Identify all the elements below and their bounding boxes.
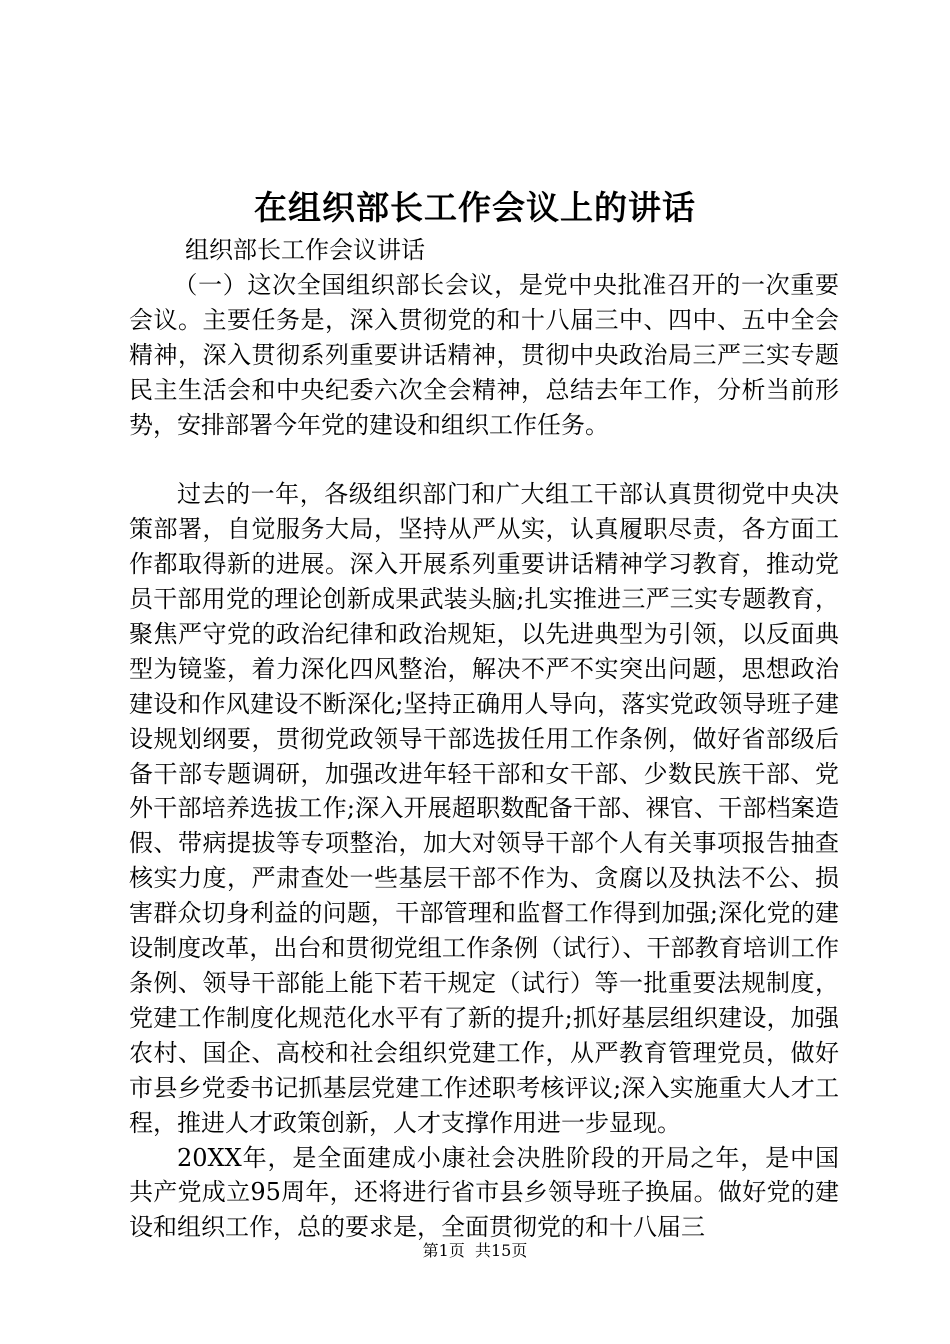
document-subtitle: 组织部长工作会议讲话 bbox=[185, 236, 425, 264]
document-body bbox=[129, 233, 839, 1245]
paragraph-3: 20XX年，是全面建成小康社会决胜阶段的开局之年，是中国共产党成立95周年，还将进行省市县乡领导班子换届。做好党的建设和组织工作，总的要求是，全面贯彻党的和十八届三 bbox=[129, 1143, 839, 1242]
paragraph-spacer bbox=[129, 442, 839, 477]
paragraph-2: 过去的一年，各级组织部门和广大组工干部认真贯彻党中央决策部署，自觉服务大局，坚持从严从实，认真履职尽责，各方面工作都取得新的进展。深入开展系列重要讲话精神学习教育，推动党员干部用党的理论创新成果武装头脑;扎实推进三严三实专题教育，聚焦严守党的政治纪律和政治规矩，以先进典型为引领，以反面典型为镜鉴，着力深化四风整治，解决不严不实突出问题，思想政治建设和作风建设不断深化;坚持正确用人导向，落实党政领导班子建设规划纲要，贯彻党政领导干部选拔任用工作条例，做好省部级后备干部专题调研，加强改进年轻干部和女干部、少数民族干部、党外干部培养选拔工作;深入开展超职数配备干部、裸官、干部档案造假、带病提拔等专项整治，加大对领导干部个人有关事项报告抽查核实力度，严肃查处一些基层干部不作为、贪腐以及执法不公、损害群众切身利益的问题，干部管理和监督工作得到加强;深化党的建设制度改革，出台和贯彻党组工作条例（试行）、干部教育培训工作条例、领导干部能上能下若干规定（试行）等一批重要法规制度，党建工作制度化规范化水平有了新的提升;抓好基层组织建设，加强农村、国企、高校和社会组织党建工作，从严教育管理党员，做好市县乡党委书记抓基层党建工作述职考核评议;深入实施重大人才工程，推进人才政策创新，人才支撑作用进一步显现。 bbox=[129, 480, 839, 1137]
page-footer bbox=[0, 1240, 950, 1262]
paragraph-1: （一）这次全国组织部长会议，是党中央批准召开的一次重要会议。主要任务是，深入贯彻党的和十八届三中、四中、五中全会精神，深入贯彻系列重要讲话精神，贯彻中央政治局三严三实专题民主生活会和中央纪委六次全会精神，总结去年工作，分析当前形势，安排部署今年党的建设和组织工作任务。 bbox=[129, 270, 839, 439]
document-title: 在组织部长工作会议上的讲话 bbox=[254, 188, 696, 227]
page-number-label: 第1页 共15页 bbox=[422, 1241, 528, 1260]
